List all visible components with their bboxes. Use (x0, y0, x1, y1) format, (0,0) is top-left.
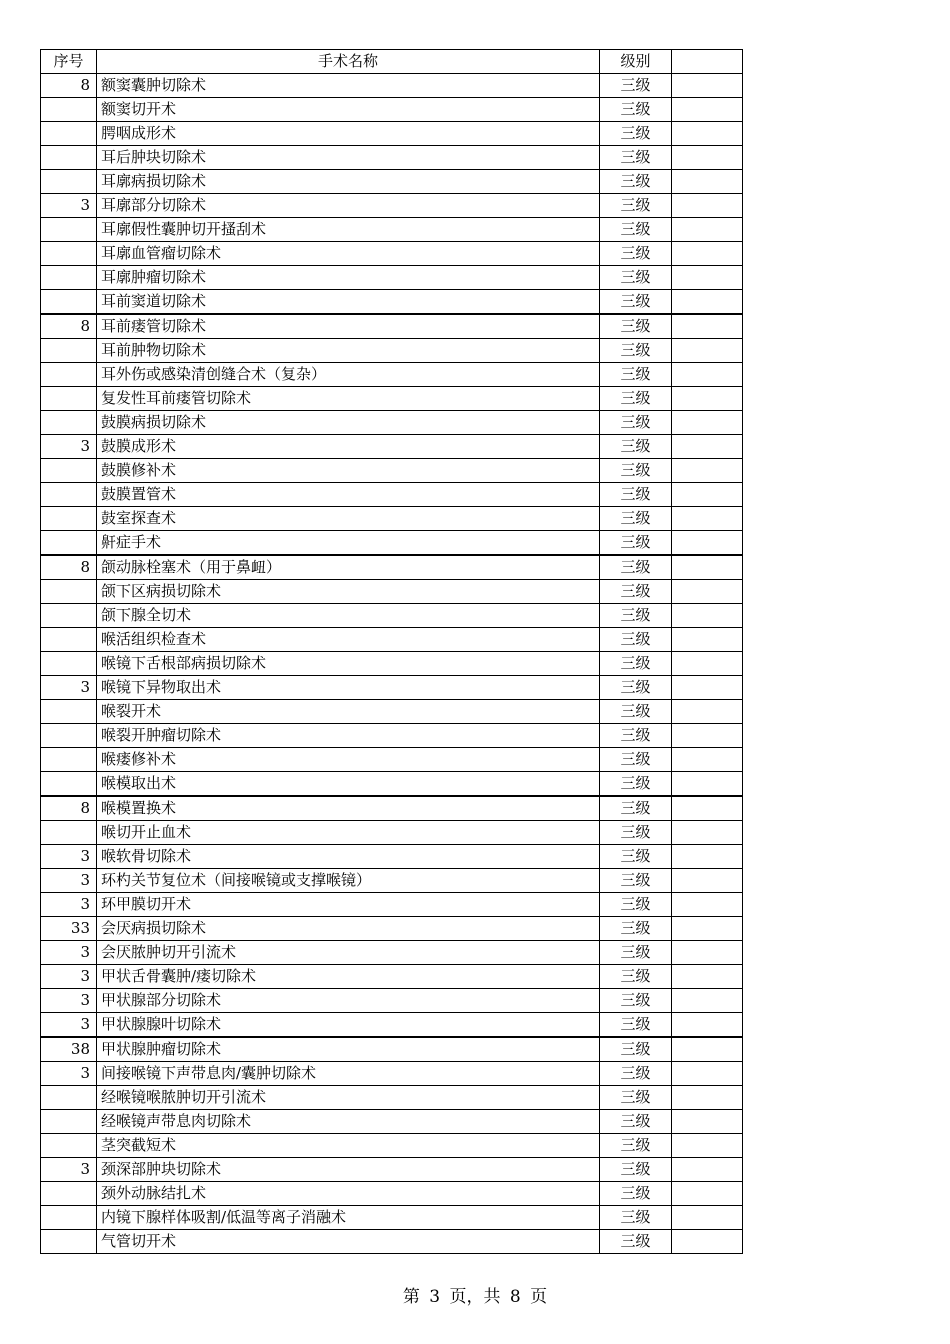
table-row (41, 772, 743, 797)
page-footer (0, 1282, 950, 1307)
level-cell: 三级 (600, 507, 672, 531)
extra-cell (672, 218, 743, 242)
procedure-name-cell: 鼓室探查术 (97, 507, 600, 531)
table-row (41, 580, 743, 604)
extra-cell (672, 941, 743, 965)
seq-cell: 3 (41, 194, 97, 218)
extra-cell (672, 821, 743, 845)
table-row (41, 1062, 743, 1086)
extra-cell (672, 1206, 743, 1230)
table-row (41, 700, 743, 724)
seq-cell: 33 (41, 917, 97, 941)
level-cell: 三级 (600, 314, 672, 339)
table-row (41, 941, 743, 965)
level-cell: 三级 (600, 700, 672, 724)
table-row (41, 1134, 743, 1158)
seq-cell (41, 122, 97, 146)
procedure-name-cell: 经喉镜喉脓肿切开引流术 (97, 1086, 600, 1110)
procedure-name-cell: 喉裂开肿瘤切除术 (97, 724, 600, 748)
header-extra (672, 50, 743, 74)
seq-cell: 3 (41, 1013, 97, 1038)
table-row (41, 435, 743, 459)
seq-cell: 3 (41, 989, 97, 1013)
table-row (41, 459, 743, 483)
procedure-name-cell: 会厌病损切除术 (97, 917, 600, 941)
level-cell: 三级 (600, 796, 672, 821)
extra-cell (672, 580, 743, 604)
table-row (41, 555, 743, 580)
seq-cell (41, 1230, 97, 1254)
procedure-name-cell: 额窦切开术 (97, 98, 600, 122)
seq-cell (41, 98, 97, 122)
procedure-name-cell: 耳廓肿瘤切除术 (97, 266, 600, 290)
table-row (41, 411, 743, 435)
seq-cell: 8 (41, 74, 97, 98)
seq-cell (41, 459, 97, 483)
seq-cell (41, 724, 97, 748)
extra-cell (672, 1037, 743, 1062)
seq-cell: 3 (41, 845, 97, 869)
seq-cell: 3 (41, 965, 97, 989)
level-cell: 三级 (600, 652, 672, 676)
seq-cell: 3 (41, 1158, 97, 1182)
procedure-name-cell: 甲状舌骨囊肿/瘘切除术 (97, 965, 600, 989)
procedure-name-cell: 经喉镜声带息肉切除术 (97, 1110, 600, 1134)
seq-cell (41, 1086, 97, 1110)
procedure-name-cell: 鼓膜修补术 (97, 459, 600, 483)
table-row (41, 1086, 743, 1110)
procedure-name-cell: 鼾症手术 (97, 531, 600, 556)
table-row (41, 314, 743, 339)
procedure-name-cell: 颌下区病损切除术 (97, 580, 600, 604)
procedure-table (40, 49, 743, 1254)
level-cell: 三级 (600, 98, 672, 122)
table-row (41, 363, 743, 387)
seq-cell: 8 (41, 555, 97, 580)
extra-cell (672, 483, 743, 507)
table-row (41, 507, 743, 531)
level-cell: 三级 (600, 965, 672, 989)
level-cell: 三级 (600, 989, 672, 1013)
extra-cell (672, 363, 743, 387)
level-cell: 三级 (600, 387, 672, 411)
seq-cell: 3 (41, 676, 97, 700)
seq-cell (41, 700, 97, 724)
level-cell: 三级 (600, 218, 672, 242)
table-row (41, 821, 743, 845)
extra-cell (672, 194, 743, 218)
table-row (41, 483, 743, 507)
level-cell: 三级 (600, 242, 672, 266)
seq-cell (41, 1182, 97, 1206)
procedure-name-cell: 甲状腺腺叶切除术 (97, 1013, 600, 1038)
seq-cell: 3 (41, 893, 97, 917)
seq-cell (41, 218, 97, 242)
seq-cell (41, 146, 97, 170)
seq-cell (41, 242, 97, 266)
extra-cell (672, 1134, 743, 1158)
header-name: 手术名称 (97, 50, 600, 74)
procedure-name-cell: 颌下腺全切术 (97, 604, 600, 628)
table-row (41, 965, 743, 989)
procedure-name-cell: 额窦囊肿切除术 (97, 74, 600, 98)
procedure-name-cell: 腭咽成形术 (97, 122, 600, 146)
level-cell: 三级 (600, 1206, 672, 1230)
procedure-name-cell: 耳廓血管瘤切除术 (97, 242, 600, 266)
extra-cell (672, 170, 743, 194)
level-cell: 三级 (600, 821, 672, 845)
header-level: 级别 (600, 50, 672, 74)
seq-cell (41, 411, 97, 435)
seq-cell (41, 507, 97, 531)
procedure-name-cell: 环杓关节复位术（间接喉镜或支撑喉镜） (97, 869, 600, 893)
table-row (41, 893, 743, 917)
extra-cell (672, 772, 743, 797)
extra-cell (672, 700, 743, 724)
level-cell: 三级 (600, 772, 672, 797)
seq-cell: 38 (41, 1037, 97, 1062)
seq-cell (41, 628, 97, 652)
table-row (41, 290, 743, 315)
footer-total: 8 (509, 1287, 521, 1307)
seq-cell (41, 772, 97, 797)
procedure-name-cell: 喉镜下异物取出术 (97, 676, 600, 700)
extra-cell (672, 1086, 743, 1110)
seq-cell (41, 652, 97, 676)
table-row (41, 1206, 743, 1230)
extra-cell (672, 555, 743, 580)
table-row (41, 146, 743, 170)
level-cell: 三级 (600, 411, 672, 435)
procedure-name-cell: 耳廓部分切除术 (97, 194, 600, 218)
seq-cell: 3 (41, 941, 97, 965)
procedure-name-cell: 环甲膜切开术 (97, 893, 600, 917)
procedure-name-cell: 颌动脉栓塞术（用于鼻衄） (97, 555, 600, 580)
level-cell: 三级 (600, 266, 672, 290)
level-cell: 三级 (600, 435, 672, 459)
level-cell: 三级 (600, 531, 672, 556)
procedure-name-cell: 喉软骨切除术 (97, 845, 600, 869)
seq-cell: 3 (41, 1062, 97, 1086)
table-row (41, 98, 743, 122)
table-row (41, 748, 743, 772)
level-cell: 三级 (600, 893, 672, 917)
table-row (41, 628, 743, 652)
level-cell: 三级 (600, 194, 672, 218)
extra-cell (672, 604, 743, 628)
extra-cell (672, 1013, 743, 1038)
procedure-name-cell: 鼓膜置管术 (97, 483, 600, 507)
level-cell: 三级 (600, 170, 672, 194)
extra-cell (672, 387, 743, 411)
seq-cell (41, 1206, 97, 1230)
extra-cell (672, 628, 743, 652)
extra-cell (672, 989, 743, 1013)
extra-cell (672, 893, 743, 917)
seq-cell (41, 170, 97, 194)
seq-cell (41, 821, 97, 845)
procedure-name-cell: 耳后肿块切除术 (97, 146, 600, 170)
procedure-name-cell: 间接喉镜下声带息肉/囊肿切除术 (97, 1062, 600, 1086)
level-cell: 三级 (600, 483, 672, 507)
level-cell: 三级 (600, 363, 672, 387)
seq-cell (41, 363, 97, 387)
table-row (41, 170, 743, 194)
table-row (41, 917, 743, 941)
procedure-name-cell: 喉切开止血术 (97, 821, 600, 845)
extra-cell (672, 845, 743, 869)
extra-cell (672, 122, 743, 146)
extra-cell (672, 435, 743, 459)
level-cell: 三级 (600, 917, 672, 941)
procedure-name-cell: 耳外伤或感染清创缝合术（复杂） (97, 363, 600, 387)
extra-cell (672, 652, 743, 676)
level-cell: 三级 (600, 1086, 672, 1110)
extra-cell (672, 266, 743, 290)
procedure-name-cell: 喉模置换术 (97, 796, 600, 821)
procedure-name-cell: 喉模取出术 (97, 772, 600, 797)
seq-cell (41, 266, 97, 290)
seq-cell (41, 387, 97, 411)
seq-cell (41, 290, 97, 315)
procedure-name-cell: 鼓膜成形术 (97, 435, 600, 459)
level-cell: 三级 (600, 580, 672, 604)
extra-cell (672, 314, 743, 339)
procedure-name-cell: 耳廓病损切除术 (97, 170, 600, 194)
extra-cell (672, 290, 743, 315)
level-cell: 三级 (600, 122, 672, 146)
extra-cell (672, 676, 743, 700)
seq-cell (41, 339, 97, 363)
table-row (41, 1110, 743, 1134)
procedure-name-cell: 耳前瘘管切除术 (97, 314, 600, 339)
procedure-name-cell: 耳前肿物切除术 (97, 339, 600, 363)
table-row (41, 242, 743, 266)
level-cell: 三级 (600, 1182, 672, 1206)
procedure-name-cell: 甲状腺部分切除术 (97, 989, 600, 1013)
seq-cell: 8 (41, 796, 97, 821)
table-row (41, 652, 743, 676)
table-row (41, 845, 743, 869)
procedure-name-cell: 气管切开术 (97, 1230, 600, 1254)
table-row (41, 339, 743, 363)
footer-page: 3 (429, 1287, 441, 1307)
seq-cell (41, 748, 97, 772)
header-row (41, 50, 743, 74)
procedure-name-cell: 内镜下腺样体吸割/低温等离子消融术 (97, 1206, 600, 1230)
level-cell: 三级 (600, 1158, 672, 1182)
table-row (41, 724, 743, 748)
procedure-name-cell: 鼓膜病损切除术 (97, 411, 600, 435)
level-cell: 三级 (600, 74, 672, 98)
level-cell: 三级 (600, 339, 672, 363)
extra-cell (672, 1110, 743, 1134)
table-row (41, 266, 743, 290)
extra-cell (672, 1230, 743, 1254)
extra-cell (672, 869, 743, 893)
table-row (41, 604, 743, 628)
table-row (41, 1158, 743, 1182)
extra-cell (672, 74, 743, 98)
seq-cell: 8 (41, 314, 97, 339)
seq-cell (41, 604, 97, 628)
level-cell: 三级 (600, 1062, 672, 1086)
procedure-name-cell: 喉镜下舌根部病损切除术 (97, 652, 600, 676)
footer-suffix: 页 (530, 1287, 548, 1307)
extra-cell (672, 531, 743, 556)
procedure-name-cell: 茎突截短术 (97, 1134, 600, 1158)
extra-cell (672, 1182, 743, 1206)
extra-cell (672, 242, 743, 266)
level-cell: 三级 (600, 1037, 672, 1062)
seq-cell (41, 1134, 97, 1158)
table-row (41, 1230, 743, 1254)
level-cell: 三级 (600, 146, 672, 170)
level-cell: 三级 (600, 869, 672, 893)
procedure-name-cell: 会厌脓肿切开引流术 (97, 941, 600, 965)
procedure-name-cell: 耳前窦道切除术 (97, 290, 600, 315)
level-cell: 三级 (600, 459, 672, 483)
table-row (41, 796, 743, 821)
table-row (41, 1037, 743, 1062)
table-row (41, 74, 743, 98)
table-row (41, 869, 743, 893)
procedure-name-cell: 复发性耳前瘘管切除术 (97, 387, 600, 411)
table-row (41, 531, 743, 556)
table-row (41, 218, 743, 242)
level-cell: 三级 (600, 604, 672, 628)
level-cell: 三级 (600, 1230, 672, 1254)
footer-prefix: 第 (402, 1287, 420, 1307)
level-cell: 三级 (600, 555, 672, 580)
procedure-name-cell: 颈外动脉结扎术 (97, 1182, 600, 1206)
extra-cell (672, 748, 743, 772)
table-row (41, 122, 743, 146)
procedure-name-cell: 颈深部肿块切除术 (97, 1158, 600, 1182)
extra-cell (672, 411, 743, 435)
procedure-name-cell: 喉瘘修补术 (97, 748, 600, 772)
table-row (41, 1013, 743, 1038)
extra-cell (672, 339, 743, 363)
extra-cell (672, 1062, 743, 1086)
header-seq: 序号 (41, 50, 97, 74)
table-row (41, 387, 743, 411)
table-row (41, 676, 743, 700)
level-cell: 三级 (600, 1134, 672, 1158)
seq-cell (41, 531, 97, 556)
extra-cell (672, 98, 743, 122)
seq-cell (41, 580, 97, 604)
seq-cell: 3 (41, 435, 97, 459)
extra-cell (672, 1158, 743, 1182)
level-cell: 三级 (600, 724, 672, 748)
footer-middle: 页，共 (449, 1287, 501, 1307)
level-cell: 三级 (600, 748, 672, 772)
seq-cell (41, 483, 97, 507)
level-cell: 三级 (600, 290, 672, 315)
procedure-name-cell: 耳廓假性囊肿切开搔刮术 (97, 218, 600, 242)
extra-cell (672, 917, 743, 941)
level-cell: 三级 (600, 676, 672, 700)
extra-cell (672, 146, 743, 170)
table-row (41, 989, 743, 1013)
level-cell: 三级 (600, 845, 672, 869)
table-row (41, 1182, 743, 1206)
procedure-name-cell: 喉活组织检查术 (97, 628, 600, 652)
procedure-name-cell: 喉裂开术 (97, 700, 600, 724)
level-cell: 三级 (600, 1110, 672, 1134)
seq-cell (41, 1110, 97, 1134)
extra-cell (672, 459, 743, 483)
extra-cell (672, 724, 743, 748)
extra-cell (672, 796, 743, 821)
level-cell: 三级 (600, 1013, 672, 1038)
extra-cell (672, 965, 743, 989)
table-row (41, 194, 743, 218)
level-cell: 三级 (600, 628, 672, 652)
seq-cell: 3 (41, 869, 97, 893)
level-cell: 三级 (600, 941, 672, 965)
extra-cell (672, 507, 743, 531)
procedure-name-cell: 甲状腺肿瘤切除术 (97, 1037, 600, 1062)
